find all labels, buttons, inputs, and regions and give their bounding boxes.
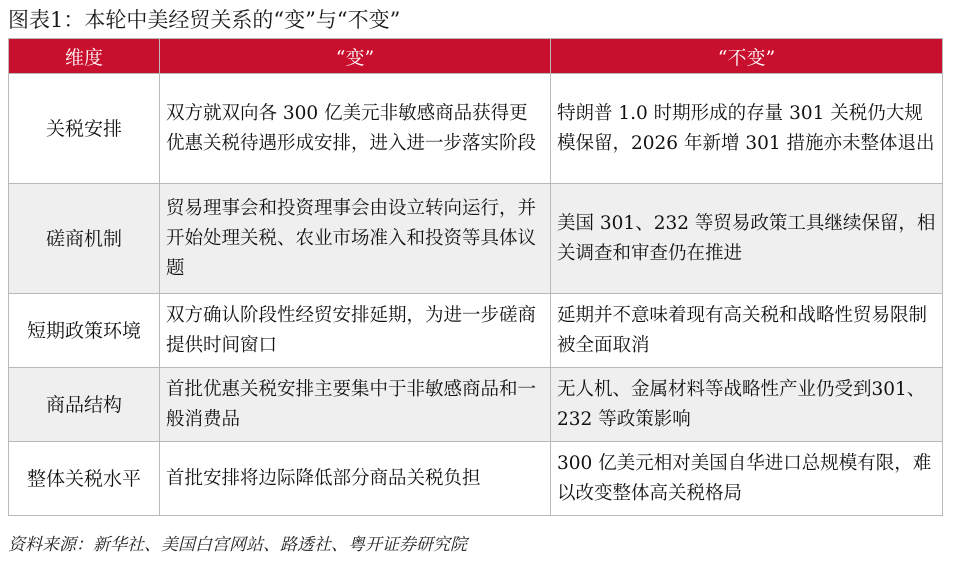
table-header-row bbox=[9, 39, 943, 74]
no-change-cell: 无人机、金属材料等战略性产业仍受到301、232 等政策影响 bbox=[551, 368, 943, 442]
header-no-change: “不变” bbox=[551, 39, 943, 74]
no-change-cell: 美国 301、232 等贸易政策工具继续保留，相关调查和审查仍在推进 bbox=[551, 184, 943, 294]
dimension-cell: 磋商机制 bbox=[9, 184, 160, 294]
change-cell: 贸易理事会和投资理事会由设立转向运行，并开始处理关税、农业市场准入和投资等具体议题 bbox=[160, 184, 551, 294]
table-row bbox=[9, 74, 943, 184]
table-row bbox=[9, 294, 943, 368]
comparison-table bbox=[8, 38, 943, 516]
figure-title: 图表1：本轮中美经贸关系的“变”与“不变” bbox=[8, 8, 401, 32]
table-row bbox=[9, 442, 943, 516]
dimension-cell: 关税安排 bbox=[9, 74, 160, 184]
table-row bbox=[9, 184, 943, 294]
no-change-cell: 300 亿美元相对美国自华进口总规模有限，难以改变整体高关税格局 bbox=[551, 442, 943, 516]
change-cell: 首批优惠关税安排主要集中于非敏感商品和一般消费品 bbox=[160, 368, 551, 442]
no-change-cell: 特朗普 1.0 时期形成的存量 301 关税仍大规模保留，2026 年新增 301 措施亦未整体退出 bbox=[551, 74, 943, 184]
dimension-cell: 短期政策环境 bbox=[9, 294, 160, 368]
dimension-cell: 整体关税水平 bbox=[9, 442, 160, 516]
table-row bbox=[9, 368, 943, 442]
change-cell: 首批安排将边际降低部分商品关税负担 bbox=[160, 442, 551, 516]
no-change-cell: 延期并不意味着现有高关税和战略性贸易限制被全面取消 bbox=[551, 294, 943, 368]
change-cell: 双方就双向各 300 亿美元非敏感商品获得更优惠关税待遇形成安排，进入进一步落实阶段 bbox=[160, 74, 551, 184]
change-cell: 双方确认阶段性经贸安排延期，为进一步磋商提供时间窗口 bbox=[160, 294, 551, 368]
dimension-cell: 商品结构 bbox=[9, 368, 160, 442]
source-note: 资料来源：新华社、美国白宫网站、路透社、粤开证券研究院 bbox=[8, 535, 467, 555]
header-change: “变” bbox=[160, 39, 551, 74]
header-dimension: 维度 bbox=[9, 39, 160, 74]
